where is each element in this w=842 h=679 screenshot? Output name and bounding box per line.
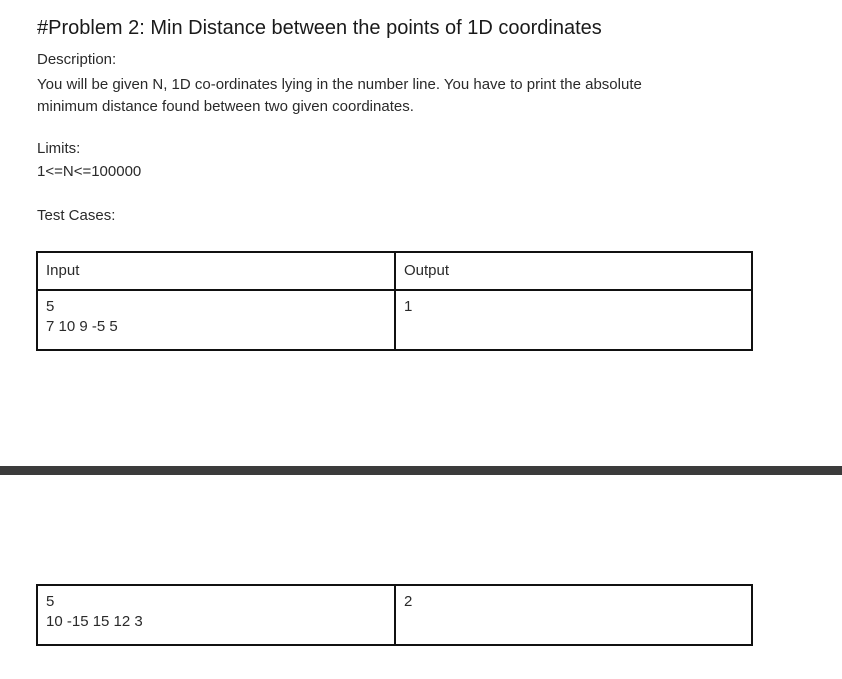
- input-header: Input: [37, 252, 395, 290]
- output-line: 1: [404, 298, 413, 315]
- limits-heading: Limits:: [37, 140, 81, 157]
- input-line: 7 10 9 -5 5: [46, 318, 118, 335]
- input-cell: [37, 585, 395, 645]
- input-line: 10 -15 15 12 3: [46, 613, 143, 630]
- description-line: You will be given N, 1D co-ordinates lying in the number line. You have to print the absolute: [37, 76, 642, 93]
- test-case-table-1: [36, 251, 753, 351]
- input-line: 5: [46, 298, 55, 315]
- output-header: Output: [395, 252, 752, 290]
- description-text: [37, 74, 757, 118]
- output-line: 2: [404, 593, 413, 610]
- table-row: [37, 585, 752, 645]
- test-case-table-2: [36, 584, 753, 646]
- table-header-row: [37, 252, 752, 290]
- description-line: minimum distance found between two given coordinates.: [37, 98, 414, 115]
- output-cell: [395, 290, 752, 350]
- input-cell: [37, 290, 395, 350]
- page-divider: [0, 466, 842, 475]
- test-cases-heading: Test Cases:: [37, 207, 116, 224]
- description-heading: Description:: [37, 51, 117, 68]
- output-cell: [395, 585, 752, 645]
- input-line: 5: [46, 593, 55, 610]
- problem-title: #Problem 2: Min Distance between the points of 1D coordinates: [37, 17, 602, 39]
- limits-value: 1<=N<=100000: [37, 163, 142, 180]
- table-row: [37, 290, 752, 350]
